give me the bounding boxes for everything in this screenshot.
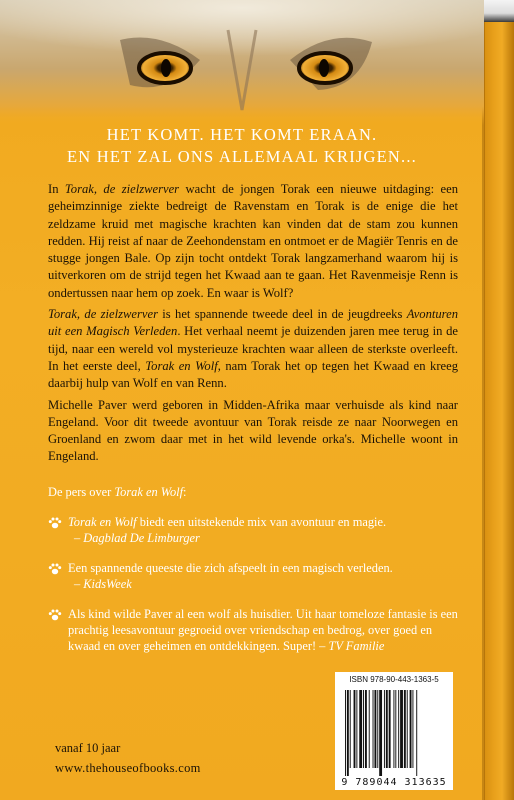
book-title: Torak, de zielzwerver — [48, 307, 158, 322]
wolf-eyes-image — [0, 0, 484, 125]
barcode-bar — [384, 690, 385, 768]
press-heading: De pers over Torak en Wolf: — [48, 485, 187, 499]
barcode-bar — [350, 690, 351, 768]
barcode-bar — [407, 690, 408, 768]
barcode-bar — [373, 690, 374, 768]
publisher-website: www.thehouseofbooks.com — [55, 761, 201, 775]
blurb-paragraph-2: Torak, de zielzwerver is het spannende tweede deel in de jeugdreeks Avonturen uit een Magisch Verleden. Het verhaal neemt je duizenden jaren mee terug in de tijd, naar een wereld vol mysterieuze krachten waar alleen de sterkste overleeft. In het eerste deel, Torak en Wolf, nam Torak het op tegen het Kwaad en kreeg daarbij hulp van Wolf en van Renn. — [48, 307, 459, 391]
paw-icon — [48, 608, 62, 622]
barcode-bar — [400, 690, 403, 768]
barcode-bar — [398, 690, 399, 768]
barcode-bar — [374, 690, 376, 768]
paw-icon — [48, 516, 62, 530]
book-spine-edge — [484, 0, 514, 800]
press-quote-3: Als kind wilde Paver al een wolf als huisdier. Uit haar tomeloze fantasie is een prachtig leesavontuur gegroeid over vriendschap en bedrog, over goed en kwaad en over geheimen en ontdekkingen. Super! – TV Familie — [48, 606, 460, 654]
right-pupil — [319, 59, 329, 77]
barcode-bar — [345, 690, 346, 776]
quote-source: – KidsWeek — [74, 577, 132, 591]
press-quote-2: Een spannende queeste die zich afspeelt in een magisch verleden. – KidsWeek — [48, 560, 460, 592]
quote-source: TV Familie — [328, 639, 385, 653]
barcode-bar — [365, 690, 367, 768]
barcode-bar — [347, 690, 349, 776]
tagline-line-1: HET KOMT. HET KOMT ERAAN. — [106, 125, 378, 144]
barcode-digits: 9 789044 313635 — [341, 777, 447, 788]
left-pupil — [161, 59, 171, 77]
first-book-title: Torak en Wolf — [145, 358, 218, 373]
blurb-paragraph-1: In Torak, de zielzwerver wacht de jongen Torak een nieuwe uitdaging: een geheimzinnige ziekte bedreigt de Ravenstam en Torak is de enige die het zeldzame kruid met magische krachten kan vinden dat de stam zou kunnen redden. Hij reist af naar de Zeehondenstam en ontmoet er de Magiër Tenris en de stugge jongen Bale. Op zijn tocht ontdekt Torak langzamerhand waarom hij is uitverkoren om de strijd tegen het Kwaad aan te gaan. Het Ravenmeisje Renn is ondertussen naar hem op zoek. En waar is Wolf? — [48, 182, 459, 300]
barcode-bar — [395, 690, 396, 768]
barcode-bars — [343, 690, 447, 776]
age-recommendation: vanaf 10 jaar — [55, 741, 121, 755]
barcode-bar — [386, 690, 388, 768]
quote-source: – Dagblad De Limburger — [74, 531, 200, 545]
barcode-bar — [412, 690, 413, 768]
barcode-bar — [354, 690, 356, 768]
barcode-bar — [410, 690, 412, 768]
barcode-bar — [393, 690, 394, 768]
series-title: Avonturen uit een Magisch Verleden — [48, 307, 458, 339]
barcode-bar — [379, 690, 382, 776]
barcode-bar — [363, 690, 364, 768]
press-quotes — [48, 484, 460, 668]
barcode-bar — [356, 690, 357, 768]
book-title: Torak, de zielzwerver — [64, 182, 180, 196]
barcode-bar — [369, 690, 370, 768]
author-bio: Michelle Paver werd geboren in Midden-Afrika maar verhuisde als kind naar Engeland. Voor dit tweede avontuur van Torak reisde ze naar Noorwegen en Groenland en zwom daar met in het wild levende orka's. Michelle woont in Engeland. — [48, 397, 458, 464]
press-quote-1: Torak en Wolf biedt een uitstekende mix van avontuur en magie. – Dagblad De Limburger — [48, 514, 460, 546]
tagline-line-2: EN HET ZAL ONS ALLEMAAL KRIJGEN... — [67, 147, 417, 166]
barcode-bar — [359, 690, 362, 768]
cover-tagline — [0, 124, 484, 168]
isbn-number: ISBN 978-90-443-1363-5 — [349, 675, 439, 684]
paw-icon — [48, 562, 62, 576]
barcode-bar — [389, 690, 391, 768]
book-blurb — [48, 181, 458, 470]
barcode-bar — [416, 690, 417, 776]
isbn-barcode — [335, 672, 453, 790]
barcode-bar — [377, 690, 378, 768]
barcode-bar — [404, 690, 406, 768]
